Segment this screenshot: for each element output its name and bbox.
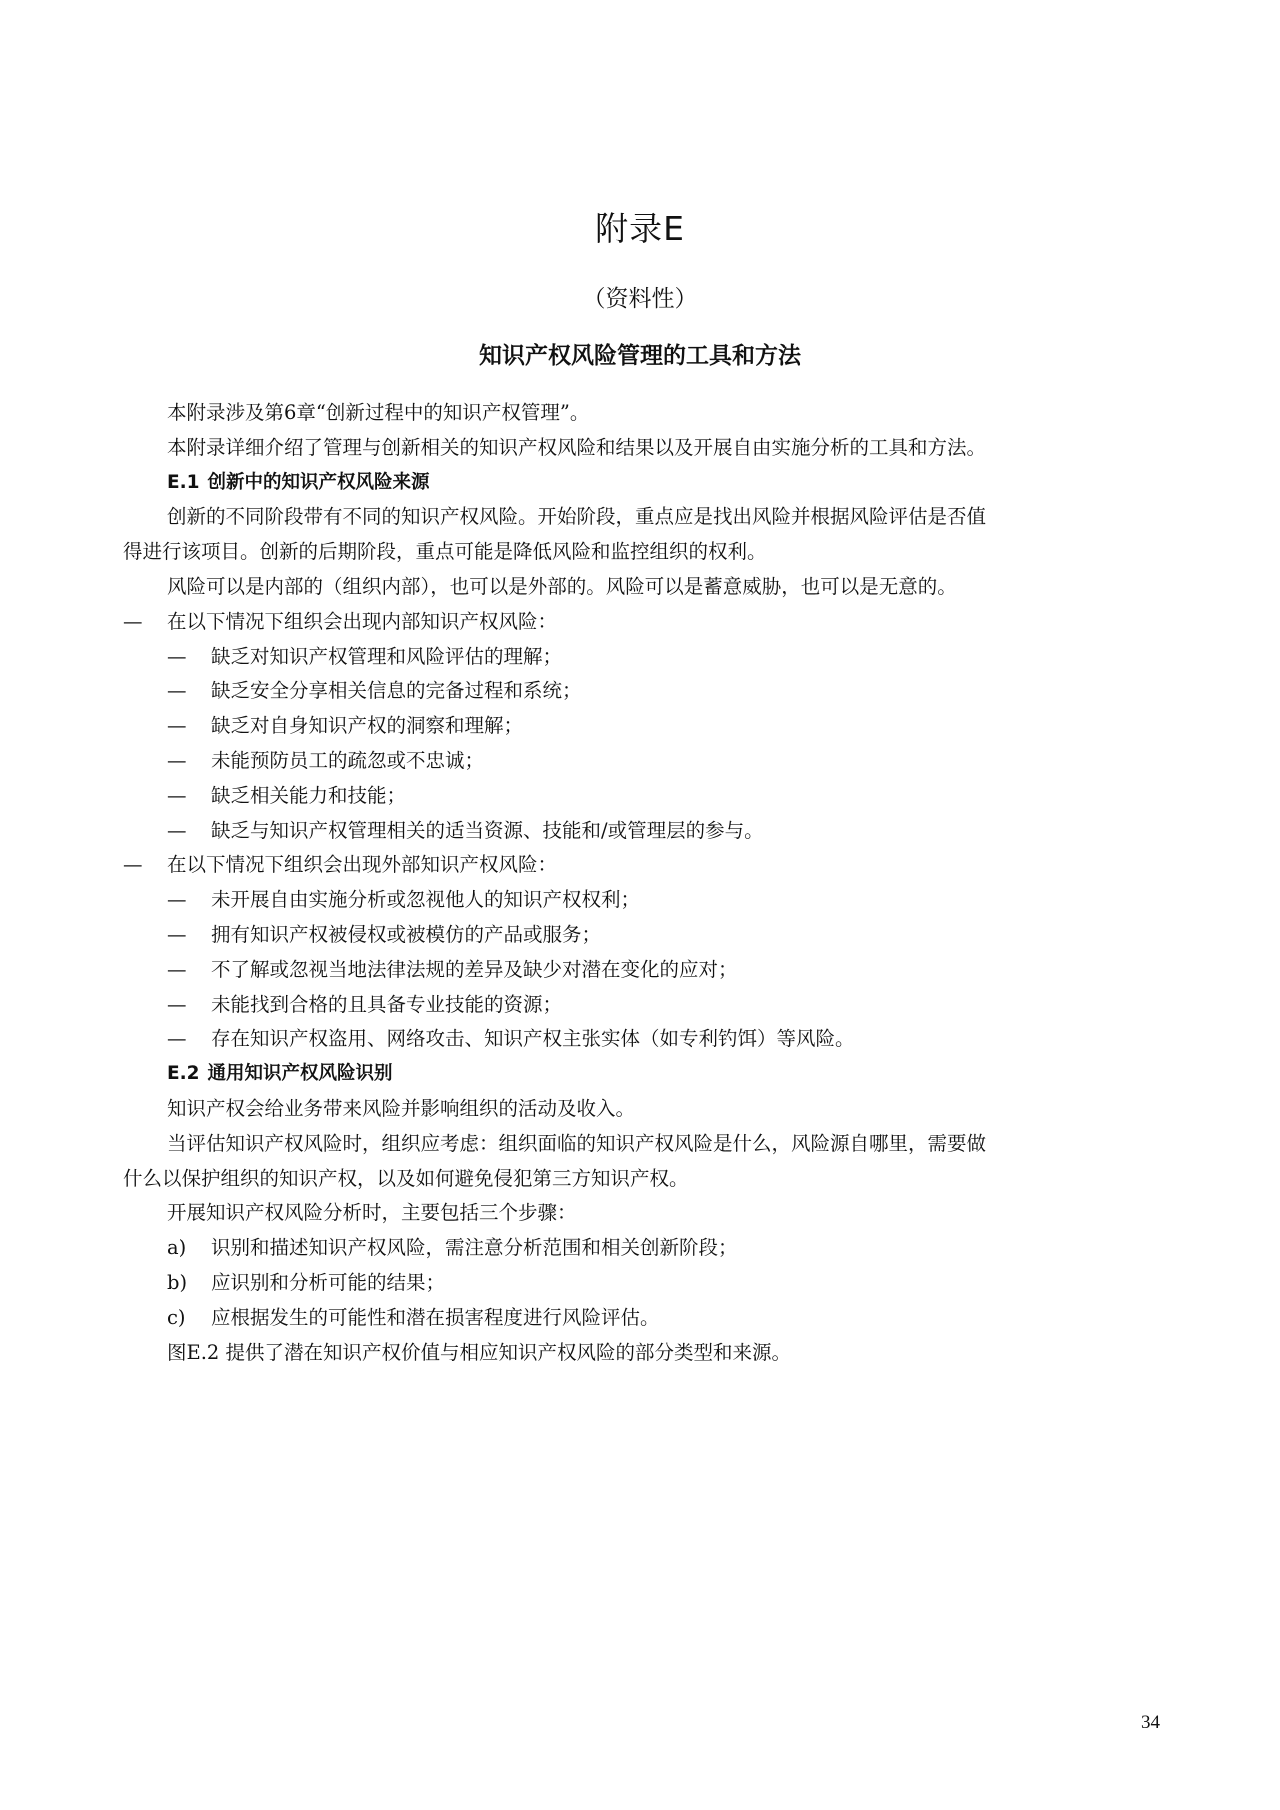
list-item (123, 744, 1143, 779)
enum-item (123, 1231, 1143, 1266)
clause-number: E.1 (167, 471, 200, 493)
list-item (123, 779, 1143, 814)
list-item (123, 1022, 1143, 1057)
e2-paragraph-2-line-1: 当评估知识产权风险时，组织应考虑：组织面临的知识产权风险是什么，风险源自哪里，需要做 (167, 1131, 987, 1155)
list-item-text: 在以下情况下组织会出现外部知识产权风险： (167, 853, 558, 877)
enum-item-text: 应根据发生的可能性和潜在损害程度进行风险评估。 (211, 1305, 660, 1329)
enum-item (123, 1266, 1143, 1301)
list-item-text: 拥有知识产权被侵权或被模仿的产品或服务； (211, 922, 602, 946)
e2-paragraph-1: 知识产权会给业务带来风险并影响组织的活动及收入。 (167, 1096, 636, 1120)
intro-paragraph-1: 本附录涉及第6章“创新过程中的知识产权管理”。 (167, 401, 590, 424)
e1-paragraph-2: 风险可以是内部的（组织内部），也可以是外部的。风险可以是蓄意威胁，也可以是无意的。 (167, 574, 957, 598)
dash-mark: — (167, 922, 187, 946)
list-item-internal-lead (123, 605, 1143, 640)
clause-title: 创新中的知识产权风险来源 (207, 471, 430, 493)
dash-mark: — (167, 679, 187, 703)
e2-paragraph-2-line-2: 什么以保护组织的知识产权，以及如何避免侵犯第三方知识产权。 (123, 1166, 689, 1190)
list-item-text: 不了解或忽视当地法律法规的差异及缺少对潜在变化的应对； (211, 957, 738, 981)
dash-mark: — (167, 818, 187, 842)
enum-item-text: 识别和描述知识产权风险，需注意分析范围和相关创新阶段； (211, 1236, 738, 1260)
list-item-text: 缺乏对知识产权管理和风险评估的理解； (211, 644, 563, 668)
enum-item-text: 应识别和分析可能的结果； (211, 1270, 446, 1294)
list-item (123, 953, 1143, 988)
e2-paragraph-4: 图E.2 提供了潜在知识产权价值与相应知识产权风险的部分类型和来源。 (167, 1340, 792, 1364)
intro-paragraph-2: 本附录详细介绍了管理与创新相关的知识产权风险和结果以及开展自由实施分析的工具和方法。 (167, 435, 987, 459)
list-item (123, 640, 1143, 675)
list-item (123, 918, 1143, 953)
list-item-text: 存在知识产权盗用、网络攻击、知识产权主张实体（如专利钓饵）等风险。 (211, 1027, 855, 1051)
enum-item (123, 1301, 1143, 1336)
enum-mark: c) (167, 1305, 186, 1329)
list-item-text: 缺乏相关能力和技能； (211, 783, 407, 807)
e2-paragraph-3: 开展知识产权风险分析时，主要包括三个步骤： (167, 1201, 577, 1225)
annex-subject: 知识产权风险管理的工具和方法 (479, 343, 801, 369)
e1-paragraph-1-line-2: 得进行该项目。创新的后期阶段，重点可能是降低风险和监控组织的权利。 (123, 540, 767, 564)
list-item-text: 缺乏安全分享相关信息的完备过程和系统； (211, 679, 582, 703)
list-item (123, 883, 1143, 918)
dash-mark: — (167, 992, 187, 1016)
list-item (123, 674, 1143, 709)
page-number: 34 (1141, 1712, 1160, 1733)
clause-title: 通用知识产权风险识别 (207, 1063, 393, 1085)
list-item-text: 未能预防员工的疏忽或不忠诚； (211, 748, 485, 772)
dash-mark: — (167, 644, 187, 668)
enum-mark: b) (167, 1270, 188, 1294)
list-item (123, 814, 1143, 849)
clause-heading-e2 (123, 1057, 1143, 1092)
list-item-text: 在以下情况下组织会出现内部知识产权风险： (167, 609, 558, 633)
clause-heading-e1 (123, 466, 1143, 501)
list-item-text: 未能找到合格的且具备专业技能的资源； (211, 992, 563, 1016)
dash-mark: — (167, 714, 187, 738)
dash-mark: — (167, 957, 187, 981)
list-item-text: 缺乏对自身知识产权的洞察和理解； (211, 714, 524, 738)
annex-type: （资料性） (582, 286, 698, 312)
dash-mark: — (167, 748, 187, 772)
dash-mark: — (123, 609, 143, 633)
list-item-external-lead (123, 848, 1143, 883)
dash-mark: — (167, 1027, 187, 1051)
dash-mark: — (123, 853, 143, 877)
annex-title: 附录E (595, 209, 685, 248)
list-item (123, 988, 1143, 1023)
clause-number: E.2 (167, 1063, 200, 1085)
dash-mark: — (167, 783, 187, 807)
e1-paragraph-1-line-1: 创新的不同阶段带有不同的知识产权风险。开始阶段，重点应是找出风险并根据风险评估是否值 (167, 505, 987, 529)
enum-mark: a) (167, 1236, 187, 1260)
dash-mark: — (167, 888, 187, 912)
document-body (123, 396, 1143, 1370)
list-item-text: 未开展自由实施分析或忽视他人的知识产权权利； (211, 888, 641, 912)
list-item (123, 709, 1143, 744)
list-item-text: 缺乏与知识产权管理相关的适当资源、技能和/或管理层的参与。 (211, 818, 764, 842)
